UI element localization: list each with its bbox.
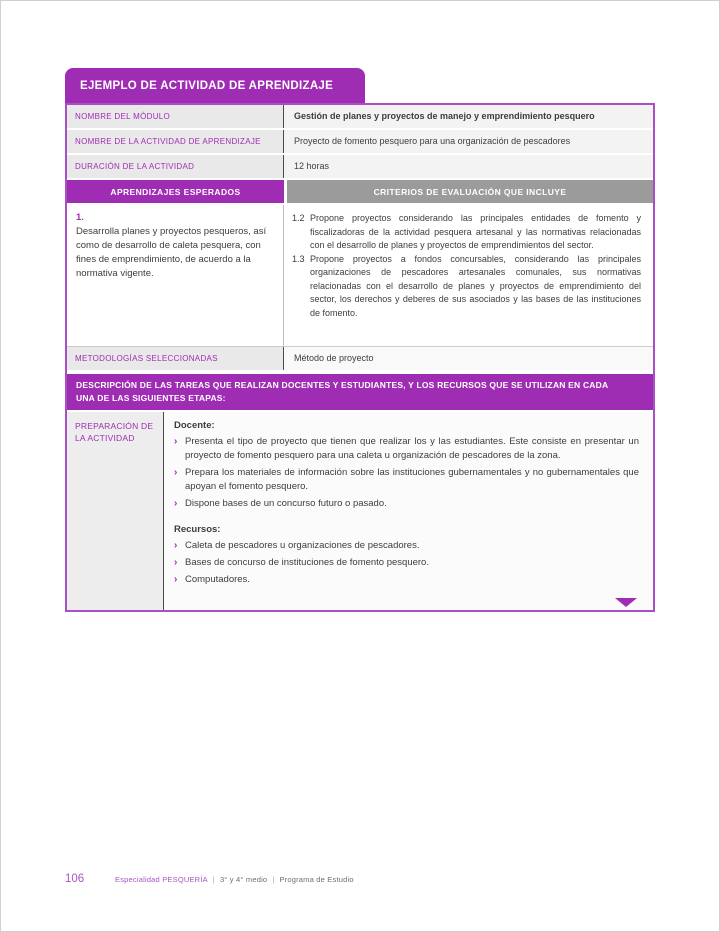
bullet-icon: › <box>174 540 178 551</box>
list-item <box>174 497 639 511</box>
footer-text <box>115 875 354 884</box>
activity-name-value: Proyecto de fomento pesquero para una organización de pescadores <box>284 130 653 153</box>
criteria-number: 1.3 <box>292 253 305 264</box>
list-item <box>174 539 639 553</box>
bullet-icon: › <box>174 436 178 447</box>
recursos-item-text: Bases de concurso de instituciones de fomento pesquero. <box>185 557 429 568</box>
activity-example-tab: EJEMPLO DE ACTIVIDAD DE APRENDIZAJE <box>65 68 365 103</box>
docente-item-text: Dispone bases de un concurso futuro o pasado. <box>185 498 387 509</box>
duration-value: 12 horas <box>284 155 653 178</box>
expected-learning-header: APRENDIZAJES ESPERADOS <box>67 180 284 203</box>
evaluation-criteria-cell <box>284 205 653 346</box>
methodologies-value: Método de proyecto <box>284 347 653 370</box>
evaluation-criteria-header: CRITERIOS DE EVALUACIÓN QUE INCLUYE <box>287 180 653 203</box>
table-row <box>67 105 653 128</box>
footer-grade: 3° y 4° medio <box>219 875 268 884</box>
expected-learning-text: Desarrolla planes y proyectos pesqueros, así como de desarrollo de caleta pesquera, con fines de emprendimiento, de acuerdo a la normativa vigente. <box>76 226 267 279</box>
preparation-content <box>164 412 653 610</box>
footer-separator: | <box>272 875 275 884</box>
list-item <box>174 556 639 570</box>
expected-learning-cell <box>67 205 284 346</box>
table-row <box>67 347 653 370</box>
criteria-item <box>292 212 641 253</box>
expected-learning-number: 1. <box>76 212 84 223</box>
footer-specialty: Especialidad PESQUERÍA <box>115 875 208 884</box>
column-headers <box>67 180 653 203</box>
recursos-title: Recursos: <box>174 524 221 535</box>
docente-title: Docente: <box>174 420 215 431</box>
bullet-icon: › <box>174 557 178 568</box>
preparation-label: PREPARACIÓN DE LA ACTIVIDAD <box>67 412 164 610</box>
criteria-text: Propone proyectos a fondos concursables, considerando las principales organizaciones de pescadores artesanales comunales, sus normativas relacionadas con el desarrollo de planes y proyectos de emprendimiento del sector, los derechos y deberes de sus asociados y las bases de las instituciones de fomento. <box>310 253 641 318</box>
module-name-value: Gestión de planes y proyectos de manejo y emprendimiento pesquero <box>284 105 653 128</box>
continuation-arrow-icon <box>615 598 637 607</box>
page-number: 106 <box>65 873 85 885</box>
page-footer <box>65 873 354 885</box>
table-row <box>67 155 653 178</box>
duration-label: DURACIÓN DE LA ACTIVIDAD <box>67 155 284 178</box>
bullet-icon: › <box>174 498 178 509</box>
footer-separator: | <box>212 875 215 884</box>
methodologies-label: METODOLOGÍAS SELECCIONADAS <box>67 347 284 370</box>
criteria-number: 1.2 <box>292 213 305 223</box>
footer-program: Programa de Estudio <box>279 875 354 884</box>
preparation-row <box>67 412 653 610</box>
learning-content-row <box>67 205 653 346</box>
activity-table <box>65 103 655 612</box>
docente-item-text: Prepara los materiales de información sobre las instituciones gubernamentales y no gubernamentales que apoyan el fomento pesquero. <box>185 467 639 492</box>
activity-name-label: NOMBRE DE LA ACTIVIDAD DE APRENDIZAJE <box>67 130 284 153</box>
module-name-label: NOMBRE DEL MÓDULO <box>67 105 284 128</box>
list-item <box>174 435 639 463</box>
list-item <box>174 573 639 587</box>
recursos-item-text: Computadores. <box>185 574 250 585</box>
bullet-icon: › <box>174 574 178 585</box>
list-item <box>174 466 639 494</box>
docente-item-text: Presenta el tipo de proyecto que tienen que realizar los y las estudiantes. Este consiste en presentar un proyecto de fomento pesquero para una caleta u organización de pescadores de la zona. <box>185 436 639 461</box>
criteria-text: Propone proyectos considerando las principales entidades de fomento y fiscalizadoras de la actividad pesquera artesanal y las normativas relacionadas con el desarrollo de planes y proyectos de emprendimientos del sector. <box>310 213 641 250</box>
criteria-item <box>292 253 641 321</box>
recursos-item-text: Caleta de pescadores u organizaciones de pescadores. <box>185 540 420 551</box>
bullet-icon: › <box>174 467 178 478</box>
tasks-description-banner: DESCRIPCIÓN DE LAS TAREAS QUE REALIZAN DOCENTES Y ESTUDIANTES, Y LOS RECURSOS QUE SE UTILIZAN EN CADA UNA DE LAS SIGUIENTES ETAPAS: <box>67 374 653 410</box>
table-row <box>67 130 653 153</box>
